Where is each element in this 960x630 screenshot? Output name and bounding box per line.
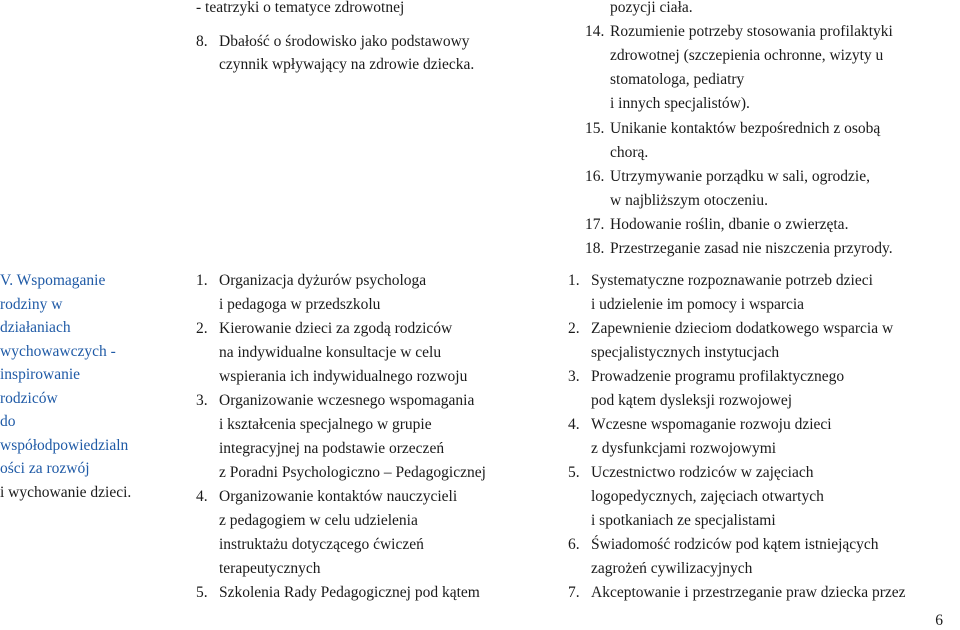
outcome-3-number: 3. xyxy=(568,368,580,385)
outcome-5-line-2: logopedycznych, zajęciach otwartych xyxy=(591,488,824,505)
outcome-4-line-2: z dysfunkcjami rozwojowymi xyxy=(591,440,777,457)
task-4-line-3: instruktażu dotyczącego ćwiczeń xyxy=(219,536,424,553)
item-8-number: 8. xyxy=(196,33,208,50)
item-15-line-2: chorą. xyxy=(610,144,649,161)
task-1-line-2: i pedagoga w przedszkolu xyxy=(219,296,381,313)
task-3-line-4: z Poradni Psychologiczno – Pedagogicznej xyxy=(219,464,486,481)
outcome-5-line-1: Uczestnictwo rodziców w zajęciach xyxy=(591,464,814,481)
item-14-line-4: i innych specjalistów). xyxy=(610,95,750,112)
task-5-line-1: Szkolenia Rady Pedagogicznej pod kątem xyxy=(219,584,480,601)
task-3-number: 3. xyxy=(196,392,208,409)
heading-line: rodziców xyxy=(0,389,58,407)
task-1-number: 1. xyxy=(196,272,208,289)
item-16-number: 16. xyxy=(585,168,605,185)
outcome-1-number: 1. xyxy=(568,272,580,289)
heading-line: inspirowanie xyxy=(0,366,81,383)
item-8-line-1: Dbałość o środowisko jako podstawowy xyxy=(219,33,470,50)
top-right-line-0: pozycji ciała. xyxy=(610,0,693,16)
task-2-number: 2. xyxy=(196,320,208,337)
task-4-line-4: terapeutycznych xyxy=(219,560,321,577)
outcome-5-number: 5. xyxy=(568,464,580,481)
outcome-1-line-1: Systematyczne rozpoznawanie potrzeb dzieci xyxy=(591,272,873,289)
outcome-2-line-1: Zapewnienie dzieciom dodatkowego wsparcia w xyxy=(591,320,894,337)
heading-line: działaniach xyxy=(0,319,71,336)
task-2-line-2: na indywidualne konsultacje w celu xyxy=(219,344,442,361)
heading-line: ości za rozwój xyxy=(0,460,90,477)
item-17-line-1: Hodowanie roślin, dbanie o zwierzęta. xyxy=(610,216,849,233)
item-18-number: 18. xyxy=(585,240,605,257)
outcome-7-line-1: Akceptowanie i przestrzeganie praw dziecka przez xyxy=(591,584,906,601)
task-5-number: 5. xyxy=(196,584,208,601)
outcome-3-line-2: pod kątem dysleksji rozwojowej xyxy=(591,392,793,409)
outcome-5-line-3: i spotkaniach ze specjalistami xyxy=(591,512,776,529)
item-15-line-1: Unikanie kontaktów bezpośrednich z osobą xyxy=(610,120,881,137)
outcome-4-line-1: Wczesne wspomaganie rozwoju dzieci xyxy=(591,416,832,433)
outcome-3-line-1: Prowadzenie programu profilaktycznego xyxy=(591,368,845,385)
item-15-number: 15. xyxy=(585,120,605,137)
outcome-6-line-1: Świadomość rodziców pod kątem istniejących xyxy=(591,536,879,553)
heading-line: wychowawczych - xyxy=(0,342,116,360)
section-v-heading xyxy=(0,269,165,504)
task-3-line-1: Organizowanie wczesnego wspomagania xyxy=(219,392,475,409)
task-3-line-3: integracyjnej na podstawie orzeczeń xyxy=(219,440,445,457)
task-3-line-2: i kształcenia specjalnego w grupie xyxy=(219,416,432,433)
task-2-line-1: Kierowanie dzieci za zgodą rodziców xyxy=(219,320,453,337)
outcome-2-line-2: specjalistycznych instytucjach xyxy=(591,344,780,361)
outcome-6-line-2: zagrożeń cywilizacyjnych xyxy=(591,560,753,577)
heading-line-tail: i wychowanie dzieci. xyxy=(0,483,132,501)
item-16-line-1: Utrzymywanie porządku w sali, ogrodzie, xyxy=(610,168,870,185)
heading-line: V. Wspomaganie xyxy=(0,272,106,289)
item-18-line-1: Przestrzeganie zasad nie niszczenia przyrody. xyxy=(610,240,893,257)
outcome-7-number: 7. xyxy=(568,584,580,601)
outcome-6-number: 6. xyxy=(568,536,580,553)
item-8-line-2: czynnik wpływający na zdrowie dziecka. xyxy=(219,56,475,73)
task-2-line-3: wspierania ich indywidualnego rozwoju xyxy=(219,368,468,385)
outcome-2-number: 2. xyxy=(568,320,580,337)
item-14-number: 14. xyxy=(585,23,605,40)
heading-line: rodziny w xyxy=(0,295,63,313)
task-4-number: 4. xyxy=(196,488,208,505)
top-middle-line: - teatrzyki o tematyce zdrowotnej xyxy=(196,0,405,16)
item-16-line-2: w najbliższym otoczeniu. xyxy=(610,192,768,209)
task-1-line-1: Organizacja dyżurów psychologa xyxy=(219,272,427,289)
outcome-4-number: 4. xyxy=(568,416,580,433)
heading-line: współodpowiedzialn xyxy=(0,436,129,454)
page-number: 6 xyxy=(935,612,943,629)
heading-line: do xyxy=(0,413,16,430)
task-4-line-2: z pedagogiem w celu udzielenia xyxy=(219,512,418,529)
item-14-line-1: Rozumienie potrzeby stosowania profilaktyki xyxy=(610,23,893,40)
task-4-line-1: Organizowanie kontaktów nauczycieli xyxy=(219,488,458,505)
outcome-1-line-2: i udzielenie im pomocy i wsparcia xyxy=(591,296,805,313)
item-14-line-3: stomatologa, pediatry xyxy=(610,71,745,88)
item-17-number: 17. xyxy=(585,216,605,233)
item-14-line-2: zdrowotnej (szczepienia ochronne, wizyty u xyxy=(610,47,884,64)
